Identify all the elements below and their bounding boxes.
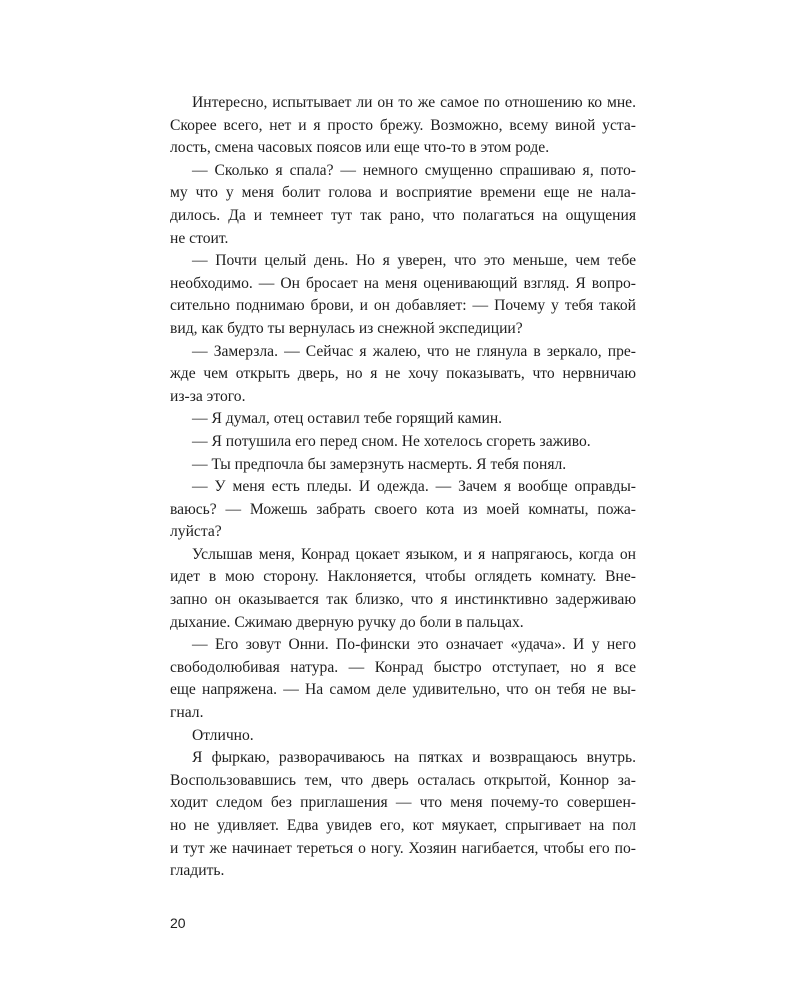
text-line: вид, как будто ты вернулась из снежной экспедиции? [170,319,523,337]
page-body-text [170,92,636,883]
text-line: му что у меня болит голова и восприятие времени еще не нала- [170,184,636,202]
text-line: свободолюбивая натура. — Конрад быстро отступает, но я все [170,658,636,676]
text-line: гнал. [170,704,204,722]
text-line: дыхание. Сжимаю дверную ручку до боли в пальцах. [170,613,524,631]
text-line: и тут же начинает тереться о ногу. Хозяин нагибается, чтобы его по- [170,839,636,857]
text-line: гладить. [170,862,225,880]
text-line: — Почти целый день. Но я уверен, что это меньше, чем тебе [192,252,636,270]
text-line: необходимо. — Он бросает на меня оценивающий взгляд. Я вопро- [170,274,636,292]
text-line: — У меня есть пледы. И одежда. — Зачем я вообще оправды- [192,478,636,496]
text-line: Скорее всего, нет и я просто брежу. Возможно, всему виной уста- [170,116,636,134]
text-line: идет в мою сторону. Наклоняется, чтобы оглядеть комнату. Вне- [170,568,636,586]
text-line: луйста? [170,523,222,541]
text-line: Воспользовавшись тем, что дверь осталась открытой, Коннор за- [170,771,636,789]
text-line: Интересно, испытывает ли он то же самое по отношению ко мне. [192,94,636,111]
text-line: не стоит. [170,229,229,247]
text-line: — Его зовут Онни. По-фински это означает «удача». И у него [192,636,636,654]
text-line: ходит следом без приглашения — что меня почему-то совершен- [170,794,636,812]
page-number: 20 [170,915,186,931]
text-line: — Я думал, отец оставил тебе горящий камин. [192,410,503,428]
text-line: из-за этого. [170,387,246,405]
text-line: запно он оказывается так близко, что я инстинктивно задерживаю [170,591,636,609]
text-line: лость, смена часовых поясов или еще что-то в этом роде. [170,139,550,157]
text-line: — Замерзла. — Сейчас я жалею, что не глянула в зеркало, пре- [192,342,636,360]
text-line: еще напряжена. — На самом деле удивительно, что он тебя не вы- [170,681,636,699]
text-line: — Сколько я спала? — немного смущенно спрашиваю я, пото- [192,161,636,179]
text-line: жде чем открыть дверь, но я не хочу показывать, что нервничаю [170,365,636,383]
text-line: ваюсь? — Можешь забрать своего кота из моей комнаты, пожа- [170,500,636,518]
text-line: — Я потушила его перед сном. Не хотелось сгореть заживо. [192,432,591,450]
text-line: но не удивляет. Едва увидев его, кот мяукает, спрыгивает на пол [170,817,636,834]
text-line: Услышав меня, Конрад цокает языком, и я напрягаюсь, когда он [192,545,636,563]
text-line: дилось. Да и темнеет тут так рано, что полагаться на ощущения [170,206,636,224]
text-line: — Ты предпочла бы замерзнуть насмерть. Я тебя понял. [192,455,567,473]
text-line: сительно поднимаю брови, и он добавляет: — Почему у тебя такой [170,297,636,315]
text-line: Я фыркаю, разворачиваюсь на пятках и возвращаюсь внутрь. [192,749,636,767]
text-line: Отлично. [192,726,254,744]
